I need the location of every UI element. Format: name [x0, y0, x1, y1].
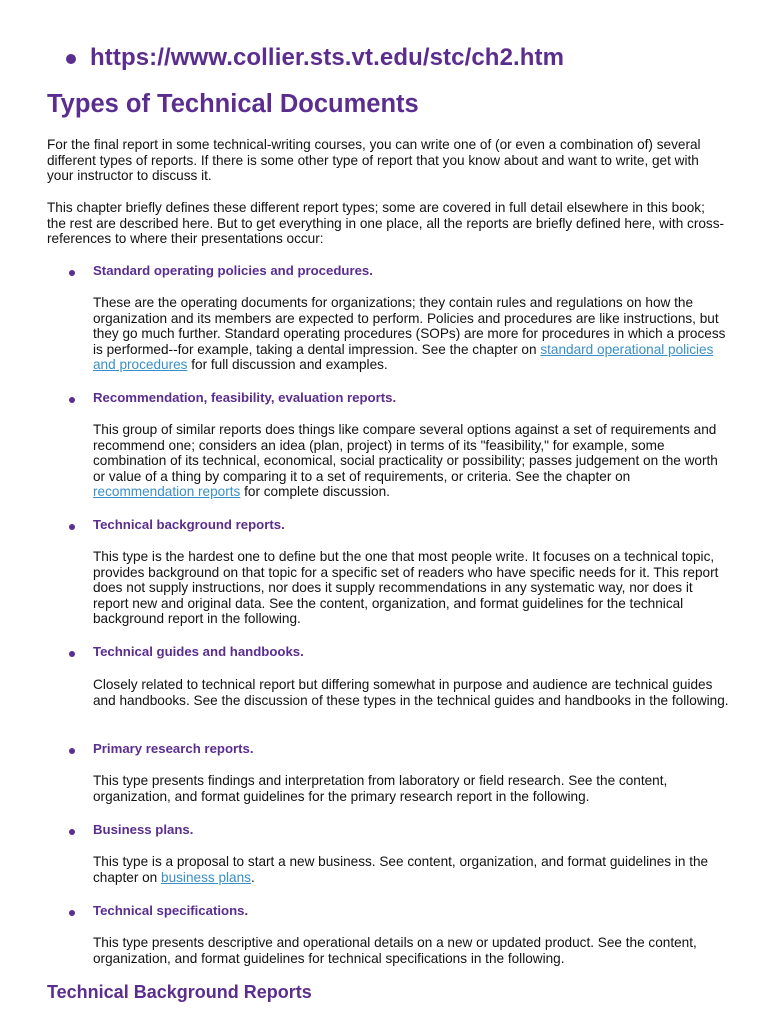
list-item-body: This type presents findings and interpretation from laboratory or field research. See the content, organization, and format guidelines for the primary research report in the following.: [93, 773, 668, 804]
bullet-icon: [69, 397, 75, 403]
bullet-icon: [69, 829, 75, 835]
business-plans-link[interactable]: business plans: [161, 869, 251, 885]
bullet-icon: [69, 651, 75, 657]
list-item-heading: Primary research reports.: [93, 741, 254, 756]
bullet-icon: [66, 54, 76, 64]
bullet-icon: [69, 748, 75, 754]
list-item-heading: Technical guides and handbooks.: [93, 644, 304, 659]
bullet-icon: [69, 270, 75, 276]
list-item-body: These are the operating documents for organizations; they contain rules and regulations on how the organization and its members are expected to perform. Policies and procedures are like instructions, but they go much further. Standard operating procedures (SOPs) are more for procedures in which a process is performed--for example, taking a dental impression. See the chapter on standard operational policies and procedures for full discussion and examples.: [93, 295, 726, 373]
list-item-body: Closely related to technical report but differing somewhat in purpose and audience are technical guides and handbooks. See the discussion of these types in the technical guides and handbooks in the following.: [93, 677, 729, 708]
list-item-body: This type is a proposal to start a new business. See content, organization, and format guidelines in the chapter on business plans.: [93, 854, 709, 885]
bullet-icon: [69, 910, 75, 916]
bullet-icon: [69, 524, 75, 530]
list-item-body: This type is the hardest one to define but the one that most people write. It focuses on a technical topic, provides background on that topic for a specific set of readers who have specific needs for it. This report does not supply instructions, nor does it supply recommendations in any systematic way, nor does it report new and original data. See the content, organization, and format guidelines for the technical background report in the following.: [93, 549, 719, 627]
section-heading: Technical Background Reports: [47, 982, 312, 1002]
list-item-heading: Standard operating policies and procedures.: [93, 263, 373, 278]
list-item-heading: Recommendation, feasibility, evaluation reports.: [93, 390, 397, 405]
list-item-body: This type presents descriptive and operational details on a new or updated product. See the content, organization, and format guidelines for technical specifications in the following.: [93, 935, 697, 966]
intro-paragraph-2: This chapter briefly defines these different report types; some are covered in full detail elsewhere in this book; the rest are described here. But to get everything in one place, all the reports are briefly defined here, with cross-references to where their presentations occur:: [47, 200, 725, 247]
list-item-body: This group of similar reports does things like compare several options against a set of requirements and recommend one; considers an idea (plan, project) in terms of its "feasibility," for example, some combination of its technical, economical, social practicality or possibility; passes judgement on the worth or value of a thing by comparing it to a set of requirements, or criteria. See the chapter on recommendation reports for complete discussion.: [93, 422, 718, 500]
intro-paragraph-1: For the final report in some technical-writing courses, you can write one of (or even a combination of) several different types of reports. If there is some other type of report that you know about and want to write, get with your instructor to discuss it.: [47, 137, 701, 184]
list-item-heading: Technical specifications.: [93, 903, 249, 918]
sop-chapter-link[interactable]: standard operational policies and procedures: [93, 341, 714, 373]
source-url[interactable]: https://www.collier.sts.vt.edu/stc/ch2.htm: [90, 44, 565, 71]
page-title: Types of Technical Documents: [47, 90, 419, 118]
recommendation-reports-link[interactable]: recommendation reports: [93, 484, 241, 500]
url-list-item: [66, 44, 564, 72]
list-item-heading: Business plans.: [93, 822, 194, 837]
list-item-heading: Technical background reports.: [93, 517, 285, 532]
